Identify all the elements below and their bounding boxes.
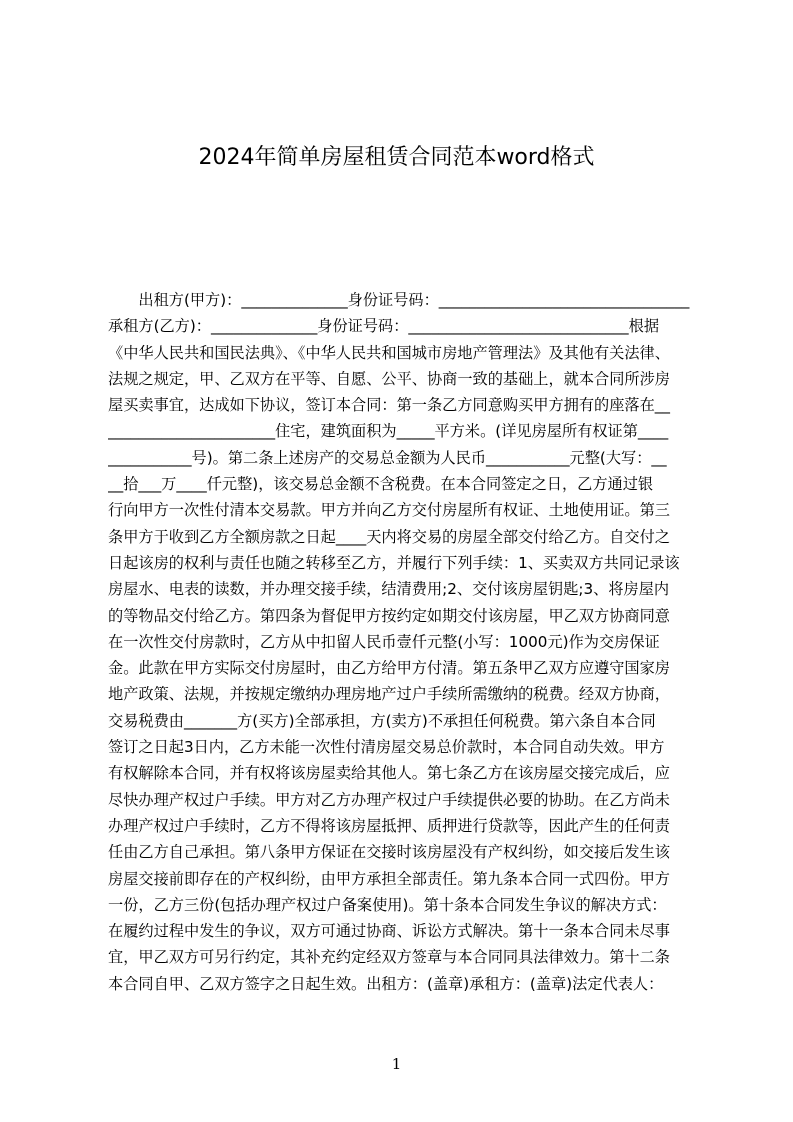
body-line: ___________号)。第二条上述房产的交易总金额为人民币___________元整(大写：__	[108, 448, 667, 467]
body-line: 法规之规定，甲、乙双方在平等、自愿、公平、协商一致的基础上，就本合同所涉房	[108, 369, 670, 388]
body-line: 行向甲方一次性付清本交易款。甲方并向乙方交付房屋所有权证、土地使用证。第三	[108, 501, 670, 520]
body-line: 承租方(乙方)：______________身份证号码：_____________________________根据	[108, 317, 660, 336]
body-line: 的等物品交付给乙方。第四条为督促甲方按约定如期交付该房屋，甲乙双方协商同意	[108, 606, 670, 625]
body-line: 宜，甲乙双方可另行约定，其补充约定经双方签章与本合同同具法律效力。第十二条	[108, 948, 670, 967]
body-line: 在履约过程中发生的争议，双方可通过协商、诉讼方式解决。第十一条本合同未尽事	[108, 922, 670, 941]
document-title: 2024年简单房屋租赁合同范本word格式	[198, 145, 595, 170]
body-line: 出租方(甲方)：______________身份证号码：_________________________________	[108, 291, 690, 309]
body-line: __拾___万____仟元整)，该交易总金额不含税费。在本合同签定之日，乙方通过银	[108, 475, 654, 494]
body-line: 交易税费由_______方(买方)全部承担，方(卖方)不承担任何税费。第六条自本合同	[108, 711, 656, 730]
body-line: 一份，乙方三份(包括办理产权过户备案使用)。第十条本合同发生争议的解决方式：	[108, 895, 667, 914]
body-line: 屋买卖事宜，达成如下协议，签订本合同：第一条乙方同意购买甲方拥有的座落在__	[108, 396, 670, 415]
body-line: 任由乙方自己承担。第八条甲方保证在交接时该房屋没有产权纠纷，如交接后发生该	[108, 843, 670, 862]
body-line: 条甲方于收到乙方全额房款之日起____天内将交易的房屋全部交付给乙方。自交付之	[108, 527, 670, 546]
body-line: 《中华人民共和国民法典》、《中华人民共和国城市房地产管理法》及其他有关法律、	[108, 343, 670, 362]
contract-body	[108, 287, 702, 1013]
body-line: 尽快办理产权过户手续。甲方对乙方办理产权过户手续提供必要的协助。在乙方尚未	[108, 790, 670, 809]
body-line: 签订之日起3日内，乙方未能一次性付清房屋交易总价款时，本合同自动失效。甲方	[108, 738, 665, 757]
body-line: 办理产权过户手续时，乙方不得将该房屋抵押、质押进行贷款等，因此产生的任何责	[108, 816, 670, 835]
body-line: 日起该房的权利与责任也随之转移至乙方，并履行下列手续：1、买卖双方共同记录该	[108, 553, 680, 572]
body-line: 有权解除本合同，并有权将该房屋卖给其他人。第七条乙方在该房屋交接完成后，应	[108, 764, 670, 783]
body-line: 本合同自甲、乙双方签字之日起生效。出租方：(盖章)承租方：(盖章)法定代表人：	[108, 974, 664, 993]
body-line: 房屋水、电表的读数，并办理交接手续，结清费用;2、交付该房屋钥匙;3、将房屋内	[108, 580, 670, 599]
body-line: 金。此款在甲方实际交付房屋时，由乙方给甲方付清。第五条甲乙双方应遵守国家房	[108, 659, 670, 678]
body-line: ______________________住宅，建筑面积为_____平方米。(详见房屋所有权证第____	[108, 422, 669, 441]
body-line: 在一次性交付房款时，乙方从中扣留人民币壹仟元整(小写：1000元)作为交房保证	[108, 632, 660, 651]
page-number: 1	[391, 1055, 402, 1073]
body-line: 地产政策、法规，并按规定缴纳办理房地产过户手续所需缴纳的税费。经双方协商，	[108, 685, 670, 704]
body-line: 房屋交接前即存在的产权纠纷，由甲方承担全部责任。第九条本合同一式四份。甲方	[108, 869, 670, 888]
